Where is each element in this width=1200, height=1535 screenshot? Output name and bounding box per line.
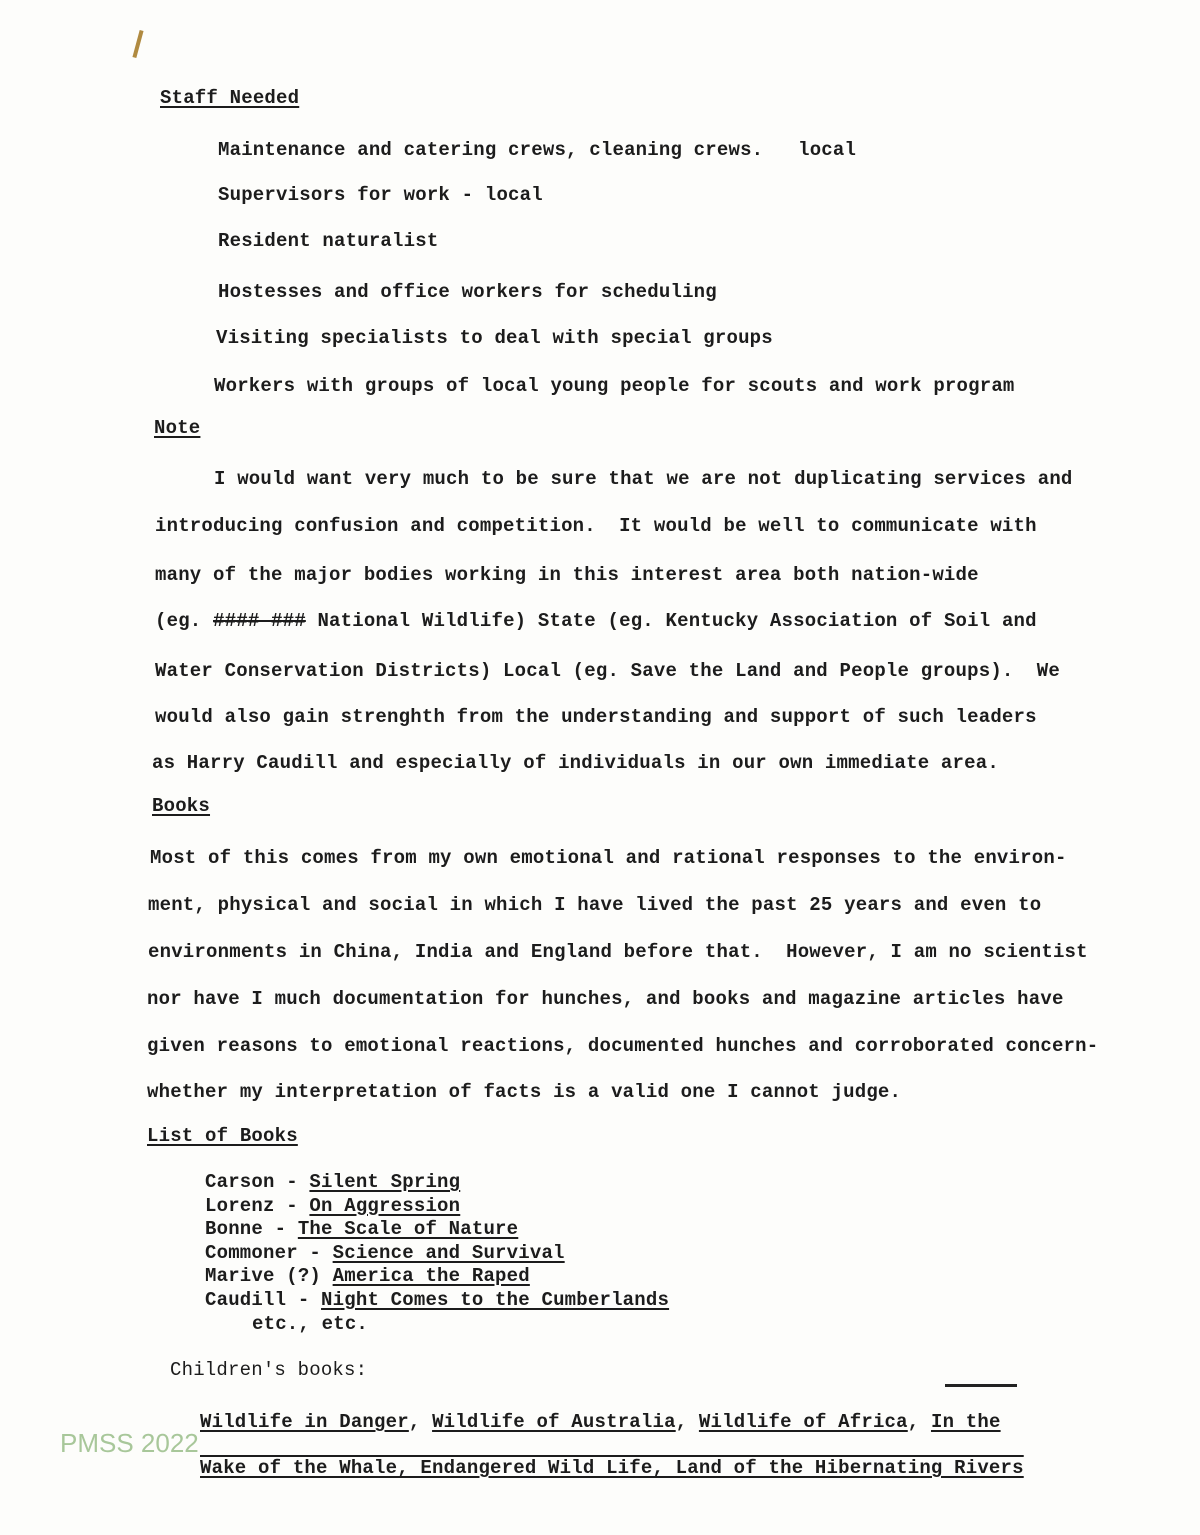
staff-item: Visiting specialists to deal with special groups [216,327,773,349]
separator: , [408,1411,433,1433]
books-line: ment, physical and social in which I have lived the past 25 years and even to [148,894,1042,916]
note-line: introducing confusion and competition. It would be well to communicate with [155,515,1037,537]
book-list-item [205,1195,460,1218]
note-line: I would want very much to be sure that we are not duplicating services and [214,468,1073,490]
books-line: whether my interpretation of facts is a valid one I cannot judge. [147,1081,902,1103]
separator: , [675,1411,699,1433]
dash-mark [945,1384,1017,1387]
book-author: Carson - [205,1171,310,1193]
book-list-item [205,1218,518,1241]
book-author: Caudill - [205,1288,322,1311]
book-title: Science and Survival [332,1241,565,1264]
book-list-etc: etc., etc. [252,1313,369,1335]
books-line: nor have I much documentation for hunches, and books and magazine articles have [147,988,1064,1010]
book-title: Silent Spring [309,1171,461,1193]
childrens-books-line [200,1410,1001,1434]
watermark: PMSS 2022 [60,1428,199,1458]
book-title: Night Comes to the Cumberlands [321,1288,670,1311]
staff-heading: Staff Needed [160,87,300,109]
book-title: In the [930,1411,1001,1433]
note-line [155,609,1037,633]
note-line: many of the major bodies working in this interest area both nation-wide [155,564,979,586]
book-author: Bonne - [205,1218,298,1240]
book-author: Marive (?) [205,1265,333,1287]
list-of-books-heading: List of Books [147,1125,298,1147]
books-line: Most of this comes from my own emotional and rational responses to the environ- [150,847,1067,869]
books-line: given reasons to emotional reactions, documented hunches and corroborated concern- [147,1035,1099,1057]
staff-item: Resident naturalist [218,230,439,252]
staff-item: Maintenance and catering crews, cleaning crews. local [218,139,857,161]
note-heading: Note [154,417,201,439]
books-heading: Books [152,795,211,817]
separator: , [907,1411,931,1433]
book-author: Commoner - [205,1241,333,1264]
staff-item: Workers with groups of local young people for scouts and work program [214,375,1015,397]
note-line: would also gain strenghth from the understanding and support of such leaders [155,706,1037,728]
struck-text: #### ### [213,610,306,632]
book-title: Wildlife in Danger [200,1411,409,1433]
book-list-item [205,1289,669,1312]
book-author: Lorenz - [205,1194,310,1217]
note-text: (eg. [155,610,214,632]
staff-item: Supervisors for work - local [218,184,543,206]
paper-mark [132,30,143,58]
book-list-item [205,1242,565,1265]
book-title: On Aggression [309,1194,461,1217]
book-title: The Scale of Nature [297,1218,519,1240]
books-line: environments in China, India and England before that. However, I am no scientist [148,941,1088,963]
book-title: America the Raped [332,1265,530,1287]
book-list-item [205,1171,460,1194]
book-list-item [205,1265,530,1288]
note-text: National Wildlife) State (eg. Kentucky Association of Soil and [305,610,1037,632]
childrens-books-heading: Children's books: [170,1359,368,1381]
staff-item: Hostesses and office workers for scheduling [218,281,717,303]
book-title: Wildlife of Africa [698,1411,908,1433]
note-line: as Harry Caudill and especially of individuals in our own immediate area. [152,752,999,774]
childrens-books-line: Wake of the Whale, Endangered Wild Life, Land of the Hibernating Rivers [200,1457,1024,1479]
note-line: Water Conservation Districts) Local (eg. Save the Land and People groups). We [155,660,1060,682]
book-title: Wildlife of Australia [432,1411,676,1433]
